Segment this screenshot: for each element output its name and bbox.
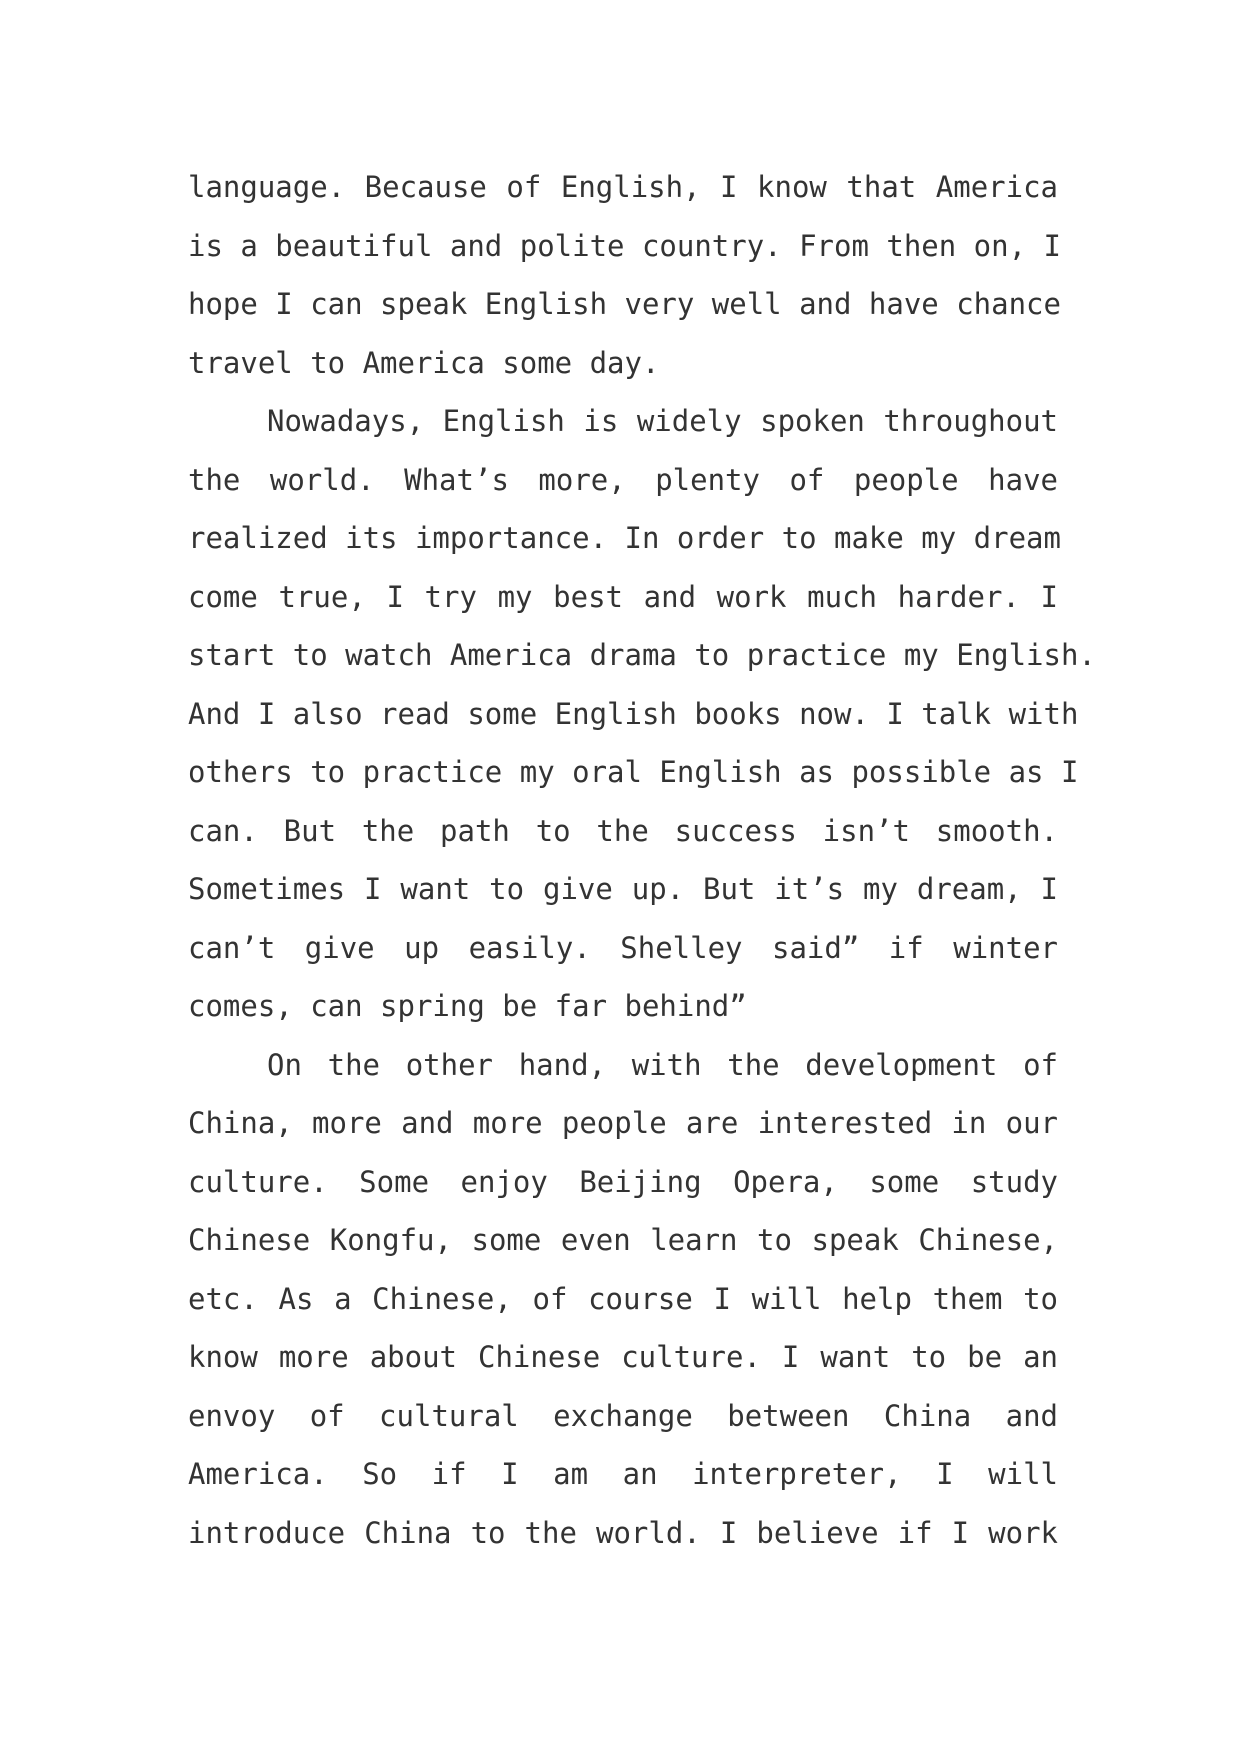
text-line: comes, can spring be far behind”	[188, 989, 747, 1023]
text-line: realized its importance. In order to make my dream	[188, 521, 1061, 555]
text-line: travel to America some day.	[188, 345, 660, 380]
text-line: is a beautiful and polite country. From then on, I	[188, 228, 1061, 263]
text-line: introduce China to the world. I believe if I work	[188, 1515, 1058, 1550]
text-line: Chinese Kongfu, some even learn to speak Chinese,	[188, 1223, 1058, 1257]
text-line: can. But the path to the success isn’t smooth.	[188, 813, 1058, 848]
text-line: culture. Some enjoy Beijing Opera, some study	[188, 1164, 1058, 1199]
paragraph-1	[188, 158, 1061, 392]
text-line: can’t give up easily. Shelley said” if winter	[188, 930, 1058, 965]
text-line: Nowadays, English is widely spoken throughout	[267, 404, 1058, 438]
text-line: China, more and more people are interested in our	[188, 1106, 1058, 1140]
paragraph-2	[188, 392, 1096, 1036]
text-line: Sometimes I want to give up. But it’s my dream, I	[188, 872, 1058, 906]
text-line: the world. What’s more, plenty of people have	[188, 462, 1058, 497]
text-line: On the other hand, with the development of	[267, 1047, 1058, 1082]
text-line: etc. As a Chinese, of course I will help them to	[188, 1281, 1058, 1316]
text-line: know more about Chinese culture. I want to be an	[188, 1340, 1058, 1374]
text-line: hope I can speak English very well and have chance	[188, 287, 1061, 321]
text-line: start to watch America drama to practice my English.	[188, 638, 1096, 672]
text-line: envoy of cultural exchange between China and	[188, 1398, 1058, 1433]
text-line: America. So if I am an interpreter, I will	[188, 1457, 1058, 1491]
essay-body	[188, 158, 1096, 1562]
text-line: And I also read some English books now. I talk with	[188, 696, 1079, 731]
text-line: others to practice my oral English as possible as I	[188, 755, 1079, 789]
text-line: language. Because of English, I know that America	[188, 170, 1058, 204]
text-line: come true, I try my best and work much harder. I	[188, 579, 1058, 614]
paragraph-3	[188, 1036, 1058, 1563]
